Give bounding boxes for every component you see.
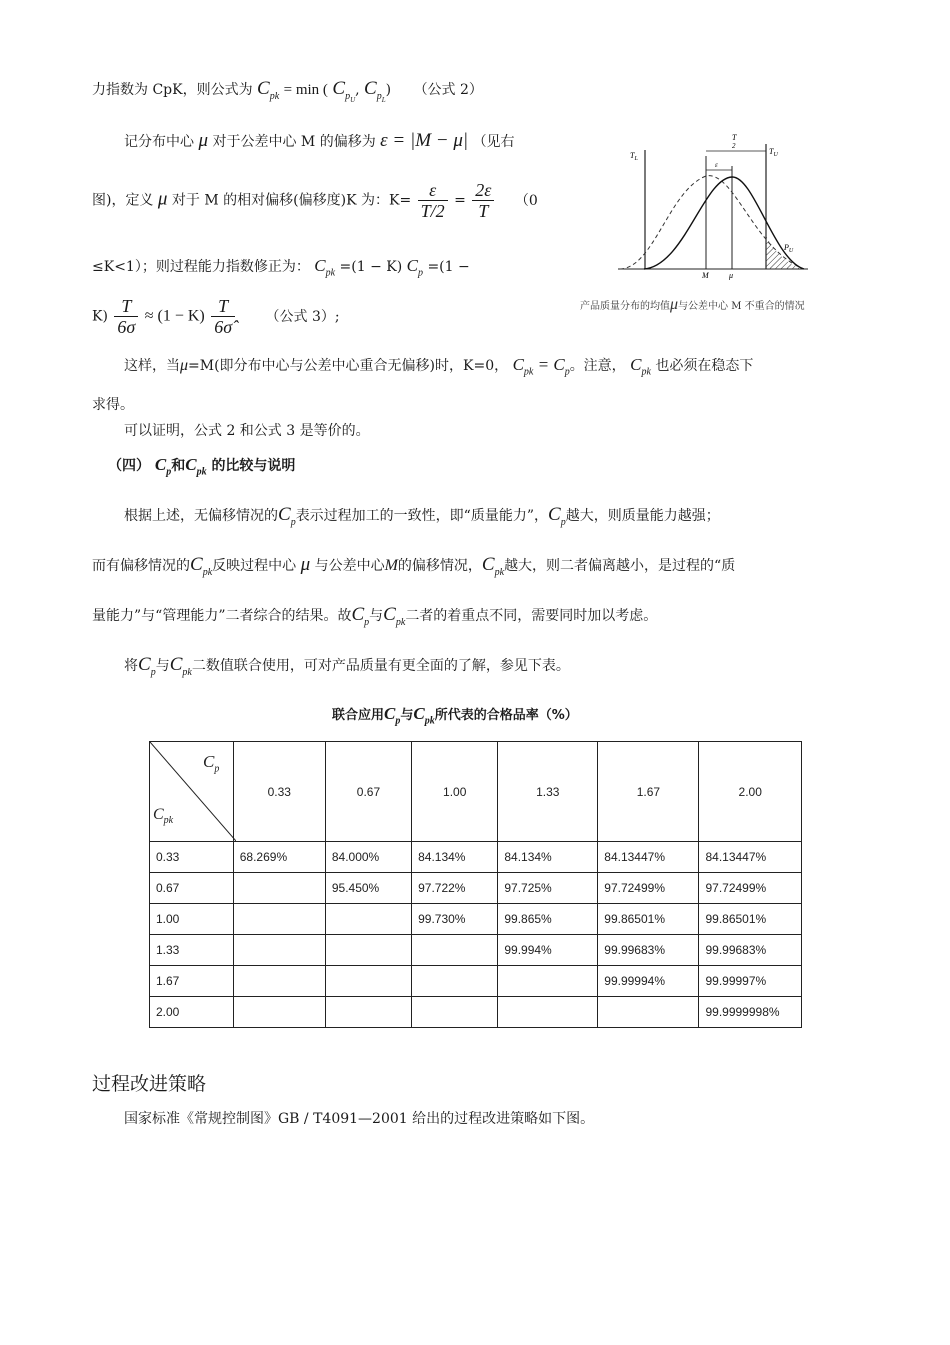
table-cell: 99.994% xyxy=(498,935,598,966)
distribution-figure xyxy=(614,130,814,280)
table-cell: 84.13447% xyxy=(699,842,802,873)
cp-symbol: $C_p$ xyxy=(548,504,566,528)
text: 记分布中心 xyxy=(124,134,194,150)
table-cell xyxy=(233,904,325,935)
mu-symbol: μ xyxy=(670,296,679,313)
column-header: 2.00 xyxy=(699,742,802,842)
text: 越大，则二者偏离越小，是过程的“质 xyxy=(504,558,736,574)
mu-symbol: μ xyxy=(157,188,168,210)
pu-label: $P_U$ xyxy=(784,243,794,254)
cp-symbol: $C_p$ xyxy=(351,604,370,628)
column-header: 1.00 xyxy=(412,742,498,842)
text: = min ( xyxy=(283,82,328,98)
table-cell: 99.86501% xyxy=(598,904,699,935)
table-row xyxy=(150,935,802,966)
paragraph-line-1: 力指数为 CpK，则公式为 $C_{pk} = \min$ ( $C_{p_U}$, $C_{p_L}$) （公式 2） xyxy=(92,78,483,104)
table-cell: 84.13447% xyxy=(598,842,699,873)
text: ≈ (1 − K) xyxy=(144,307,205,325)
row-header: 1.33 xyxy=(150,935,234,966)
table-row xyxy=(150,842,802,873)
table-cell xyxy=(412,997,498,1028)
cpk-eq-cp: $C_{pk} = C_p$ xyxy=(512,355,570,378)
text: 的比较与说明 xyxy=(211,458,296,474)
subheading-comparison xyxy=(108,455,295,477)
cp-symbol: $C_p$ xyxy=(278,504,296,528)
paragraph-line-7: 求得。 xyxy=(92,397,134,413)
caption-text: 与公差中心 M 不重合的情况 xyxy=(678,301,805,312)
text: 图)，定义 xyxy=(92,192,154,209)
mu-symbol: μ xyxy=(198,130,208,151)
text: 与公差中心 xyxy=(314,558,385,574)
table-row xyxy=(150,904,802,935)
cpk-symbol: $C_{pk}$ xyxy=(190,554,213,578)
table-row xyxy=(150,966,802,997)
cpk-symbol: $C_{pk}$ xyxy=(185,455,207,478)
paragraph-line-6 xyxy=(124,355,753,377)
text: =(1 − xyxy=(427,259,470,275)
table-cell: 84.000% xyxy=(325,842,411,873)
text: 的偏移情况， xyxy=(397,558,482,574)
table-cell: 97.72499% xyxy=(699,873,802,904)
text: 与 xyxy=(400,708,414,723)
paragraph-line-4 xyxy=(92,256,470,278)
table-cell xyxy=(325,997,411,1028)
text: 与 xyxy=(369,608,384,624)
tl-label: $T_L$ xyxy=(630,151,638,162)
row-header: 0.33 xyxy=(150,842,234,873)
text: =M(即分布中心与公差中心重合无偏移)时，K=0， xyxy=(188,358,509,374)
paragraph-p1 xyxy=(124,504,720,528)
paragraph-line-5 xyxy=(92,296,340,337)
text: 二数值联合使用，可对产品质量有更全面的了解，参见下表。 xyxy=(191,658,570,674)
table-cell xyxy=(325,904,411,935)
table-cell: 84.134% xyxy=(412,842,498,873)
table-header-row xyxy=(150,742,802,842)
table-title xyxy=(332,704,578,726)
table-cell: 99.99997% xyxy=(699,966,802,997)
paragraph-line-8: 可以证明，公式 2 和公式 3 是等价的。 xyxy=(124,423,370,439)
text: =(1 − K) xyxy=(339,259,403,275)
fraction-2eps-over-t: $\frac{2\varepsilon}{T}$ xyxy=(472,180,494,221)
column-header: 0.33 xyxy=(233,742,325,842)
cpk-symbol: $C_{pk}$ xyxy=(169,654,192,678)
cpu-symbol: $C_{p_U}$ xyxy=(332,78,356,104)
table-cell xyxy=(233,935,325,966)
table-cell: 99.99683% xyxy=(598,935,699,966)
table-cell: 95.450% xyxy=(325,873,411,904)
corner-cpk-label: $C_{pk}$ xyxy=(153,806,174,827)
text: 这样，当 xyxy=(124,358,180,374)
table-cell xyxy=(412,935,498,966)
table-cell xyxy=(233,873,325,904)
corner-cell xyxy=(150,742,234,842)
table-row xyxy=(150,873,802,904)
row-header: 1.67 xyxy=(150,966,234,997)
table-cell: 97.72499% xyxy=(598,873,699,904)
paragraph-line-2 xyxy=(124,130,515,152)
section-body: 国家标准《常规控制图》GB / T4091—2001 给出的过程改进策略如下图。 xyxy=(124,1111,595,1127)
section-title: 过程改进策略 xyxy=(92,1073,207,1095)
table-cell xyxy=(233,966,325,997)
paragraph-p3 xyxy=(92,604,657,628)
text: 也必须在稳态下 xyxy=(655,358,754,374)
pass-rate-table xyxy=(149,741,802,1028)
table-cell xyxy=(498,966,598,997)
table-cell: 97.722% xyxy=(412,873,498,904)
text: ≤K<1）；则过程能力指数修正为： xyxy=(92,259,310,275)
formula-label: （公式 3）; xyxy=(265,308,340,325)
table-cell: 99.9999998% xyxy=(699,997,802,1028)
column-header: 1.33 xyxy=(498,742,598,842)
cpk-symbol: $C_{pk}$ xyxy=(413,704,435,727)
table-cell xyxy=(498,997,598,1028)
text: （见右 xyxy=(472,134,515,150)
caption-text: 产品质量分布的均值 xyxy=(580,301,670,312)
mu-symbol: μ xyxy=(300,554,311,575)
table-cell: 68.269% xyxy=(233,842,325,873)
formula-label: （公式 2） xyxy=(413,82,483,98)
text: 联合应用 xyxy=(332,708,385,723)
table-cell xyxy=(325,935,411,966)
paragraph-p2 xyxy=(92,554,735,578)
text: K) xyxy=(92,308,108,325)
table-cell: 99.99994% xyxy=(598,966,699,997)
text: 越大，则质量能力越强； xyxy=(565,508,720,524)
text: 量能力”与“管理能力”二者综合的结果。故 xyxy=(92,608,352,624)
table-cell xyxy=(412,966,498,997)
mu-label: μ xyxy=(729,271,734,280)
text: 将 xyxy=(124,658,138,674)
table-row xyxy=(150,997,802,1028)
table-cell: 97.725% xyxy=(498,873,598,904)
table-cell xyxy=(598,997,699,1028)
text: 所代表的合格品率（%） xyxy=(434,708,578,723)
mu-symbol: μ xyxy=(180,357,189,374)
table-cell xyxy=(325,966,411,997)
m-label: M xyxy=(702,271,709,280)
text: （0 xyxy=(514,192,538,209)
paragraph-line-3: 图)，定义 μ 对于 M 的相对偏移(偏移度)K 为：K= $\frac{\varepsilon}{T/2}$ = $\frac{2\varepsilon}{T}$ （0 xyxy=(92,180,538,221)
text: 和 xyxy=(171,458,186,474)
text: 反映过程中心 xyxy=(212,558,297,574)
text: 。注意， xyxy=(569,358,626,374)
table-cell: 84.134% xyxy=(498,842,598,873)
column-header: 0.67 xyxy=(325,742,411,842)
epsilon-label: ε xyxy=(715,161,718,169)
table-cell: 99.86501% xyxy=(699,904,802,935)
column-header: 1.67 xyxy=(598,742,699,842)
corner-cp-label: $C_p$ xyxy=(203,752,220,775)
text: 根据上述，无偏移情况的 xyxy=(124,508,278,524)
text: 二者的着重点不同，需要同时加以考虑。 xyxy=(405,608,658,624)
row-header: 2.00 xyxy=(150,997,234,1028)
text: 对于公差中心 M 的偏移为 xyxy=(212,134,376,150)
text: 对于 M 的相对偏移(偏移度)K 为：K= xyxy=(171,192,412,209)
table-cell: 99.865% xyxy=(498,904,598,935)
cp-symbol: $C_p$ xyxy=(406,256,423,279)
text: 与 xyxy=(155,658,170,674)
half-t-label: T xyxy=(732,133,737,142)
tu-label: $T_U$ xyxy=(769,147,778,158)
epsilon-formula: ε = |M − μ| xyxy=(380,130,469,151)
text: 表示过程加工的一致性，即“质量能力”， xyxy=(295,508,549,524)
text: 力指数为 CpK，则公式为 xyxy=(92,82,253,98)
text: 而有偏移情况的 xyxy=(92,558,190,574)
cp-symbol: $C_p$ xyxy=(138,654,156,678)
cp-symbol: $C_p$ xyxy=(154,455,172,478)
table-cell xyxy=(233,997,325,1028)
cpl-symbol: $C_{p_L}$ xyxy=(364,78,386,104)
table-cell: 99.99683% xyxy=(699,935,802,966)
fraction-t-over-6sigma: $\frac{T}{6\sigma}$ xyxy=(114,296,138,337)
cpk-symbol: $C_{pk}$ xyxy=(257,78,280,102)
fraction-t-over-6sigma-hat: $\frac{T}{6\sigmâ}$ xyxy=(211,296,235,337)
cpk-symbol: $C_{pk}$ xyxy=(314,256,336,279)
row-header: 1.00 xyxy=(150,904,234,935)
m-symbol: M xyxy=(384,557,398,574)
cpk-symbol: $C_{pk}$ xyxy=(383,604,406,628)
heading-number: （四） xyxy=(108,458,150,474)
cpk-symbol: $C_{pk}$ xyxy=(481,554,505,578)
row-header: 0.67 xyxy=(150,873,234,904)
paragraph-p4 xyxy=(124,654,570,678)
cpk-symbol: $C_{pk}$ xyxy=(630,355,651,378)
half-2-label: 2 xyxy=(732,142,736,150)
cp-symbol: $C_p$ xyxy=(384,704,401,727)
table-cell: 99.730% xyxy=(412,904,498,935)
figure-caption xyxy=(580,296,805,314)
fraction-eps-over-t2: $\frac{\varepsilon}{T/2}$ xyxy=(418,180,448,221)
